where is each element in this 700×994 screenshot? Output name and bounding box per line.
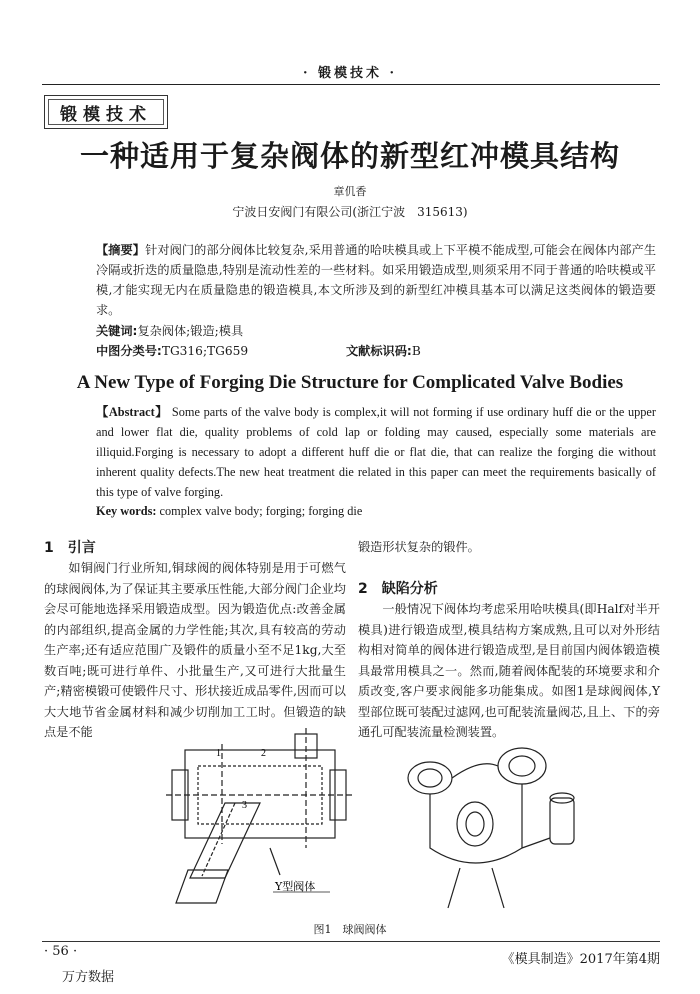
keywords-line <box>96 322 656 339</box>
figure-label-1: 1 <box>216 748 221 759</box>
doc-code-line <box>346 342 566 359</box>
column-label: 锻模技术 <box>60 104 152 125</box>
keywords-text: 复杂阀体;锻造;模具 <box>137 324 244 338</box>
english-abstract <box>96 402 656 502</box>
figure-label-3: 3 <box>242 800 247 811</box>
english-keywords <box>96 504 656 519</box>
watermark: 万方数据 <box>62 970 115 985</box>
affiliation: 宁波日安阀门有限公司(浙江宁波 315613) <box>232 205 468 219</box>
header-rule <box>42 84 660 85</box>
english-keywords-label: Key words: <box>96 504 157 518</box>
running-head: · 锻模技术 · <box>302 66 398 81</box>
english-abstract-label: 【Abstract】 <box>96 405 169 419</box>
footer-rule <box>42 941 660 942</box>
page-number: · 56 · <box>44 944 78 959</box>
section-2-heading: 2 缺陷分析 <box>358 581 438 597</box>
section-1-continuation: 锻造形状复杂的锻件。 <box>358 540 480 554</box>
article-title: 一种适用于复杂阀体的新型红冲模具结构 <box>79 139 620 173</box>
abstract-label: 【摘要】 <box>96 243 146 257</box>
doc-code-text: B <box>411 344 421 358</box>
section-2-body: 一般情况下阀体均考虑采用哈呋模具(即Half对半开模具)进行锻造成型,模具结构方案成熟,且可以对外形结构相对简单的阀体进行锻造成型,是目前国内阀体锻造模具最常用模具之一。然而,随着阀体配装的环境要求和介质改变,客户要求阀能多功能集成。如图1是球阀阀体,Y型部位既可装配过滤网,也可配装流量阀芯,且上、下的旁通孔可配装流量检测装置。 <box>358 602 660 739</box>
section-1-body: 如铜阀门行业所知,铜球阀的阀体特别是用于可燃气的球阀阀体,为了保证其主要承压性能,大部分阀门企业均会尽可能地选择采用锻造成型。因为锻造优点:改善金属的内部组织,提高金属的力学性能;其次,具有较高的劳动生产率;还有适应范围广及锻件的质量小至不足1kg,大至数百吨;既可进行单件、小批量生产,又可进行大批量生产;精密模锻可使锻件尺寸、形状接近成品零件,因而可以大大地节省金属材料和减少切削加工工时。但锻造的缺点是不能 <box>44 561 346 739</box>
figure-1-valve-body <box>130 728 600 913</box>
english-keywords-text: complex valve body; forging; forging die <box>156 504 363 518</box>
figure-caption: 图1 球阀阀体 <box>313 923 387 936</box>
english-abstract-text: Some parts of the valve body is complex,it will not forming if use ordinary huff die or the upper and lower flat die, quality problems of cold lap or folding may caused, especially some materials are illiquid.Forging is necessary to adopt a different huff die or flat die, that can realize the forging die without inherent quality defects.The new heat treatment die related in this paper can meet the requirements basically of this type of valve forging. <box>96 405 656 499</box>
figure-label-2: 2 <box>261 748 266 759</box>
column-label-box <box>44 95 168 129</box>
valve-drawing-3d <box>408 748 574 908</box>
doc-code-label: 文献标识码: <box>346 344 412 358</box>
cn-abstract <box>96 240 656 320</box>
figure-y-label: Y型阀体 <box>275 880 316 893</box>
english-title: A New Type of Forging Die Structure for Complicated Valve Bodies <box>76 372 624 393</box>
abstract-text: 针对阀门的部分阀体比较复杂,采用普通的哈呋模具或上下平模不能成型,可能会在阀体内部产生冷隔或折迭的质量隐患,特别是流动性差的一些材料。如采用锻造成型,则须采用不同于普通的哈呋模或平模,才能实现无内在质量隐患的锻造模具,本文所涉及到的新型红冲模具基本可以满足这类阀体的锻造要求。 <box>96 243 657 317</box>
clc-label: 中图分类号: <box>96 344 162 358</box>
section-1-heading: 1 引言 <box>44 540 96 556</box>
journal-issue: 《模具制造》2017年第4期 <box>501 952 660 967</box>
clc-text: TG316;TG659 <box>161 344 249 358</box>
author: 章仉香 <box>333 185 367 198</box>
keywords-label: 关键词: <box>96 324 138 338</box>
